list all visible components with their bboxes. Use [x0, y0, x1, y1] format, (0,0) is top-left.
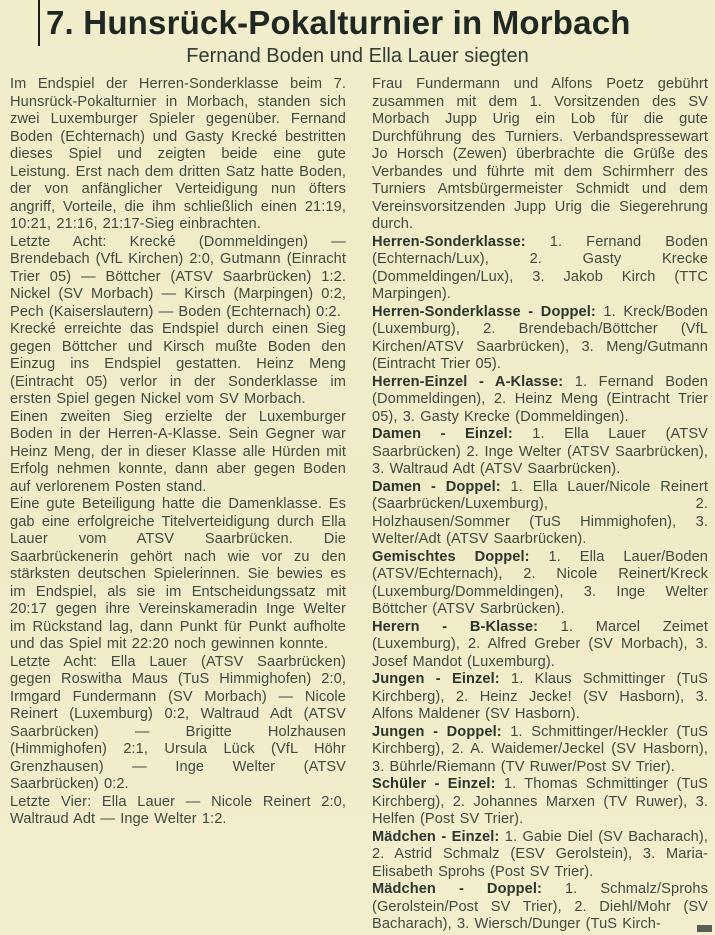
result-entry — [372, 671, 708, 724]
scan-corner-mark — [697, 925, 712, 932]
result-text: 1. Schmittinger/Heckler (TuS Kirchberg), 2. A. Waidemer/Jeckel (SV Hasborn), 3. Bührle/Riemann (TV Ruwer/Post SV Trier). — [372, 723, 708, 775]
result-entry — [372, 234, 708, 304]
result-entry — [372, 479, 708, 549]
result-entry — [372, 619, 708, 672]
result-entry — [372, 304, 708, 374]
result-class-label: Herern - B-Klasse: — [372, 618, 539, 635]
result-entry — [372, 776, 708, 829]
result-text: 1. Gabie Diel (SV Bacharach), 2. Astrid Schmalz (ESV Gerolstein), 3. Maria-Elisabeth Sprohs (Post SV Trier). — [372, 828, 709, 880]
result-class-label: Damen - Doppel: — [372, 478, 501, 495]
result-class-label: Schüler - Einzel: — [372, 776, 496, 792]
article-subtitle: Fernand Boden und Ella Lauer siegten — [186, 45, 529, 67]
result-text: 1. Thomas Schmittinger (TuS Kirchberg), 2. Johannes Marxen (TV Ruwer), 3. Helfen (Post SV Trier). — [372, 776, 708, 827]
result-class-label: Mädchen - Doppel: — [372, 881, 542, 897]
paragraph: Krecké erreichte das Endspiel durch einen Sieg gegen Böttcher und Kirsch mußte Boden den Einzug ins Endspiel gestatten. Heinz Meng (Eintracht 05) verlor in der Sonderklasse im ersten Spiel gegen Nickel vom SV Morbach. — [10, 321, 346, 407]
result-class-label: Jungen - Doppel: — [372, 723, 502, 740]
article-body — [0, 74, 715, 934]
result-text: 1. Ella Lauer (ATSV Saarbrücken) 2. Inge Welter (ATSV Saarbrücken), 3. Waltraud Adt (ATSV Saarbrücken). — [372, 426, 708, 477]
paragraph: Letzte Acht: Ella Lauer (ATSV Saarbrücken) gegen Roswitha Maus (TuS Himmighofen) 2:0, Irmgard Fundermann (SV Morbach) — Nicole Reinert (Luxemburg) 0:2, Waltraud Adt (ATSV Saarbrücken) — Brigitte Holzhausen (Himmighofen) 2:1, Ursula Lück (VfL Höhr Grenzhausen) — Inge Welter (ATSV Saarbrücken) 0:2. — [10, 653, 346, 792]
result-class-label: Herren-Sonderklasse: — [372, 233, 526, 250]
result-text: 1. Kreck/Boden (Luxemburg), 2. Brendebach/Böttcher (VfL Kirchen/ATSV Saarbrücken), 3. Meng/Gutmann (Eintracht Trier 05). — [372, 303, 709, 372]
result-class-label: Mädchen - Einzel: — [372, 828, 500, 845]
result-text: 1. Ella Lauer/Nicole Reinert (Saarbrücken/Luxemburg), 2. Holzhausen/Sommer (TuS Himmighofen), 3. Welter/Adt (ATSV Saarbrücken). — [372, 478, 708, 547]
article-title: 7. Hunsrück-Pokalturnier in Morbach — [46, 4, 631, 41]
result-entry — [372, 724, 708, 777]
result-entry — [372, 374, 708, 427]
result-entry — [372, 881, 708, 934]
result-text: 1. Schmalz/Sprohs (Gerolstein/Post SV Trier), 2. Diehl/Mohr (SV Bacharach), 3. Wiersch/Dunger (TuS Kirch- — [372, 881, 709, 932]
result-class-label: Damen - Einzel: — [372, 426, 513, 442]
result-entry — [372, 829, 708, 882]
paragraph: Letzte Acht: Krecké (Dommeldingen) — Brendebach (VfL Kirchen) 2:0, Gutmann (Einracht Trier 05) — Böttcher (ATSV Saarbrücken) 1:2. Nickel (SV Morbach) — Kirsch (Marpingen) 0:2, Pech (Kaiserslautern) — Boden (Echternach) 0:2. — [10, 233, 346, 320]
paragraph: Einen zweiten Sieg erzielte der Luxemburger Boden in der Herren-A-Klasse. Sein Gegner war Heinz Meng, der in dieser Klasse alle Hürden mit Erfolg nehmen konnte, dann aber gegen Boden auf verlorenem Posten stand. — [10, 408, 346, 495]
paragraph: Frau Fundermann und Alfons Poetz gebührt zusammen mit dem 1. Vorsitzenden des SV Morbach Jupp Urig ein Lob für die gute Durchführung des Turniers. Verbandspressewart Jo Horsch (Zewen) überbrachte die Grüße des Verbandes und führte mit dem Schirmherr des Turniers Amtsbürgermeister Schmidt und dem Vereinsvorsitzenden Jupp Urig die Siegerehrung durch. — [372, 76, 708, 232]
result-class-label: Jungen - Einzel: — [372, 671, 500, 687]
paragraph: Eine gute Beteiligung hatte die Damenklasse. Es gab eine erfolgreiche Titelverteidigung durch Ella Lauer vom ATSV Saarbrücken. Die Saarbrückenerin gehört nach wie vor zu den stärksten deutschen Spielerinnen. Sie bewies es im Endspiel, als sie im Entscheidungssatz mit 20:17 gegen ihre Vereinskameradin Inge Welter im Rückstand lag, dann Punkt für Punkt aufholte und das Spiel mit 22:20 noch gewinnen konnte. — [10, 496, 346, 652]
paragraph: Letzte Vier: Ella Lauer — Nicole Reinert 2:0, Waltraud Adt — Inge Welter 1:2. — [10, 793, 346, 827]
result-text: 1. Klaus Schmittinger (TuS Kirchberg), 2. Heinz Jecke! (SV Hasborn), 3. Alfons Maldener (SV Hasborn). — [372, 671, 708, 722]
paragraph: Im Endspiel der Herren-Sonderklasse beim 7. Hunsrück-Pokalturnier in Morbach, standen sich zwei Luxemburger Spieler gegenüber. Fernand Boden (Echternach) und Gasty Krecké bestritten dieses Spiel und zeigten beide eine gute Leistung. Erst nach dem dritten Satz hatte Boden, der von anfänglicher Verteidigung nun öfters angriff, Vorteile, die ihm schließlich einen 21:19, 10:21, 21:16, 21:17-Sieg einbrachten. — [10, 76, 346, 232]
result-class-label: Gemischtes Doppel: — [372, 548, 530, 565]
result-text: 1. Fernand Boden (Echternach/Lux), 2. Gasty Krecke (Dommeldingen/Lux), 3. Jakob Kirch (TTC Marpingen). — [372, 233, 708, 302]
result-class-label: Herren-Einzel - A-Klasse: — [372, 373, 564, 390]
result-text: 1. Marcel Zeimet (Luxemburg), 2. Alfred Greber (SV Morbach), 3. Josef Mandot (Luxemburg). — [372, 618, 708, 670]
result-text: 1. Fernand Boden (Dommeldingen), 2. Heinz Meng (Eintracht Trier 05), 3. Gasty Krecke (Dommeldingen). — [372, 373, 709, 425]
result-class-label: Herren-Sonderklasse - Doppel: — [372, 303, 596, 320]
result-text: 1. Ella Lauer/Boden (ATSV/Echternach), 2. Nicole Reinert/Kreck (Luxemburg/Dommeldingen), 3. Inge Welter Böttcher (ATSV Sarbrücken). — [372, 548, 709, 617]
left-column — [10, 76, 346, 934]
result-entry — [372, 549, 708, 619]
result-entry — [372, 426, 708, 479]
right-column — [372, 76, 708, 934]
headline-left-rule — [38, 0, 40, 46]
